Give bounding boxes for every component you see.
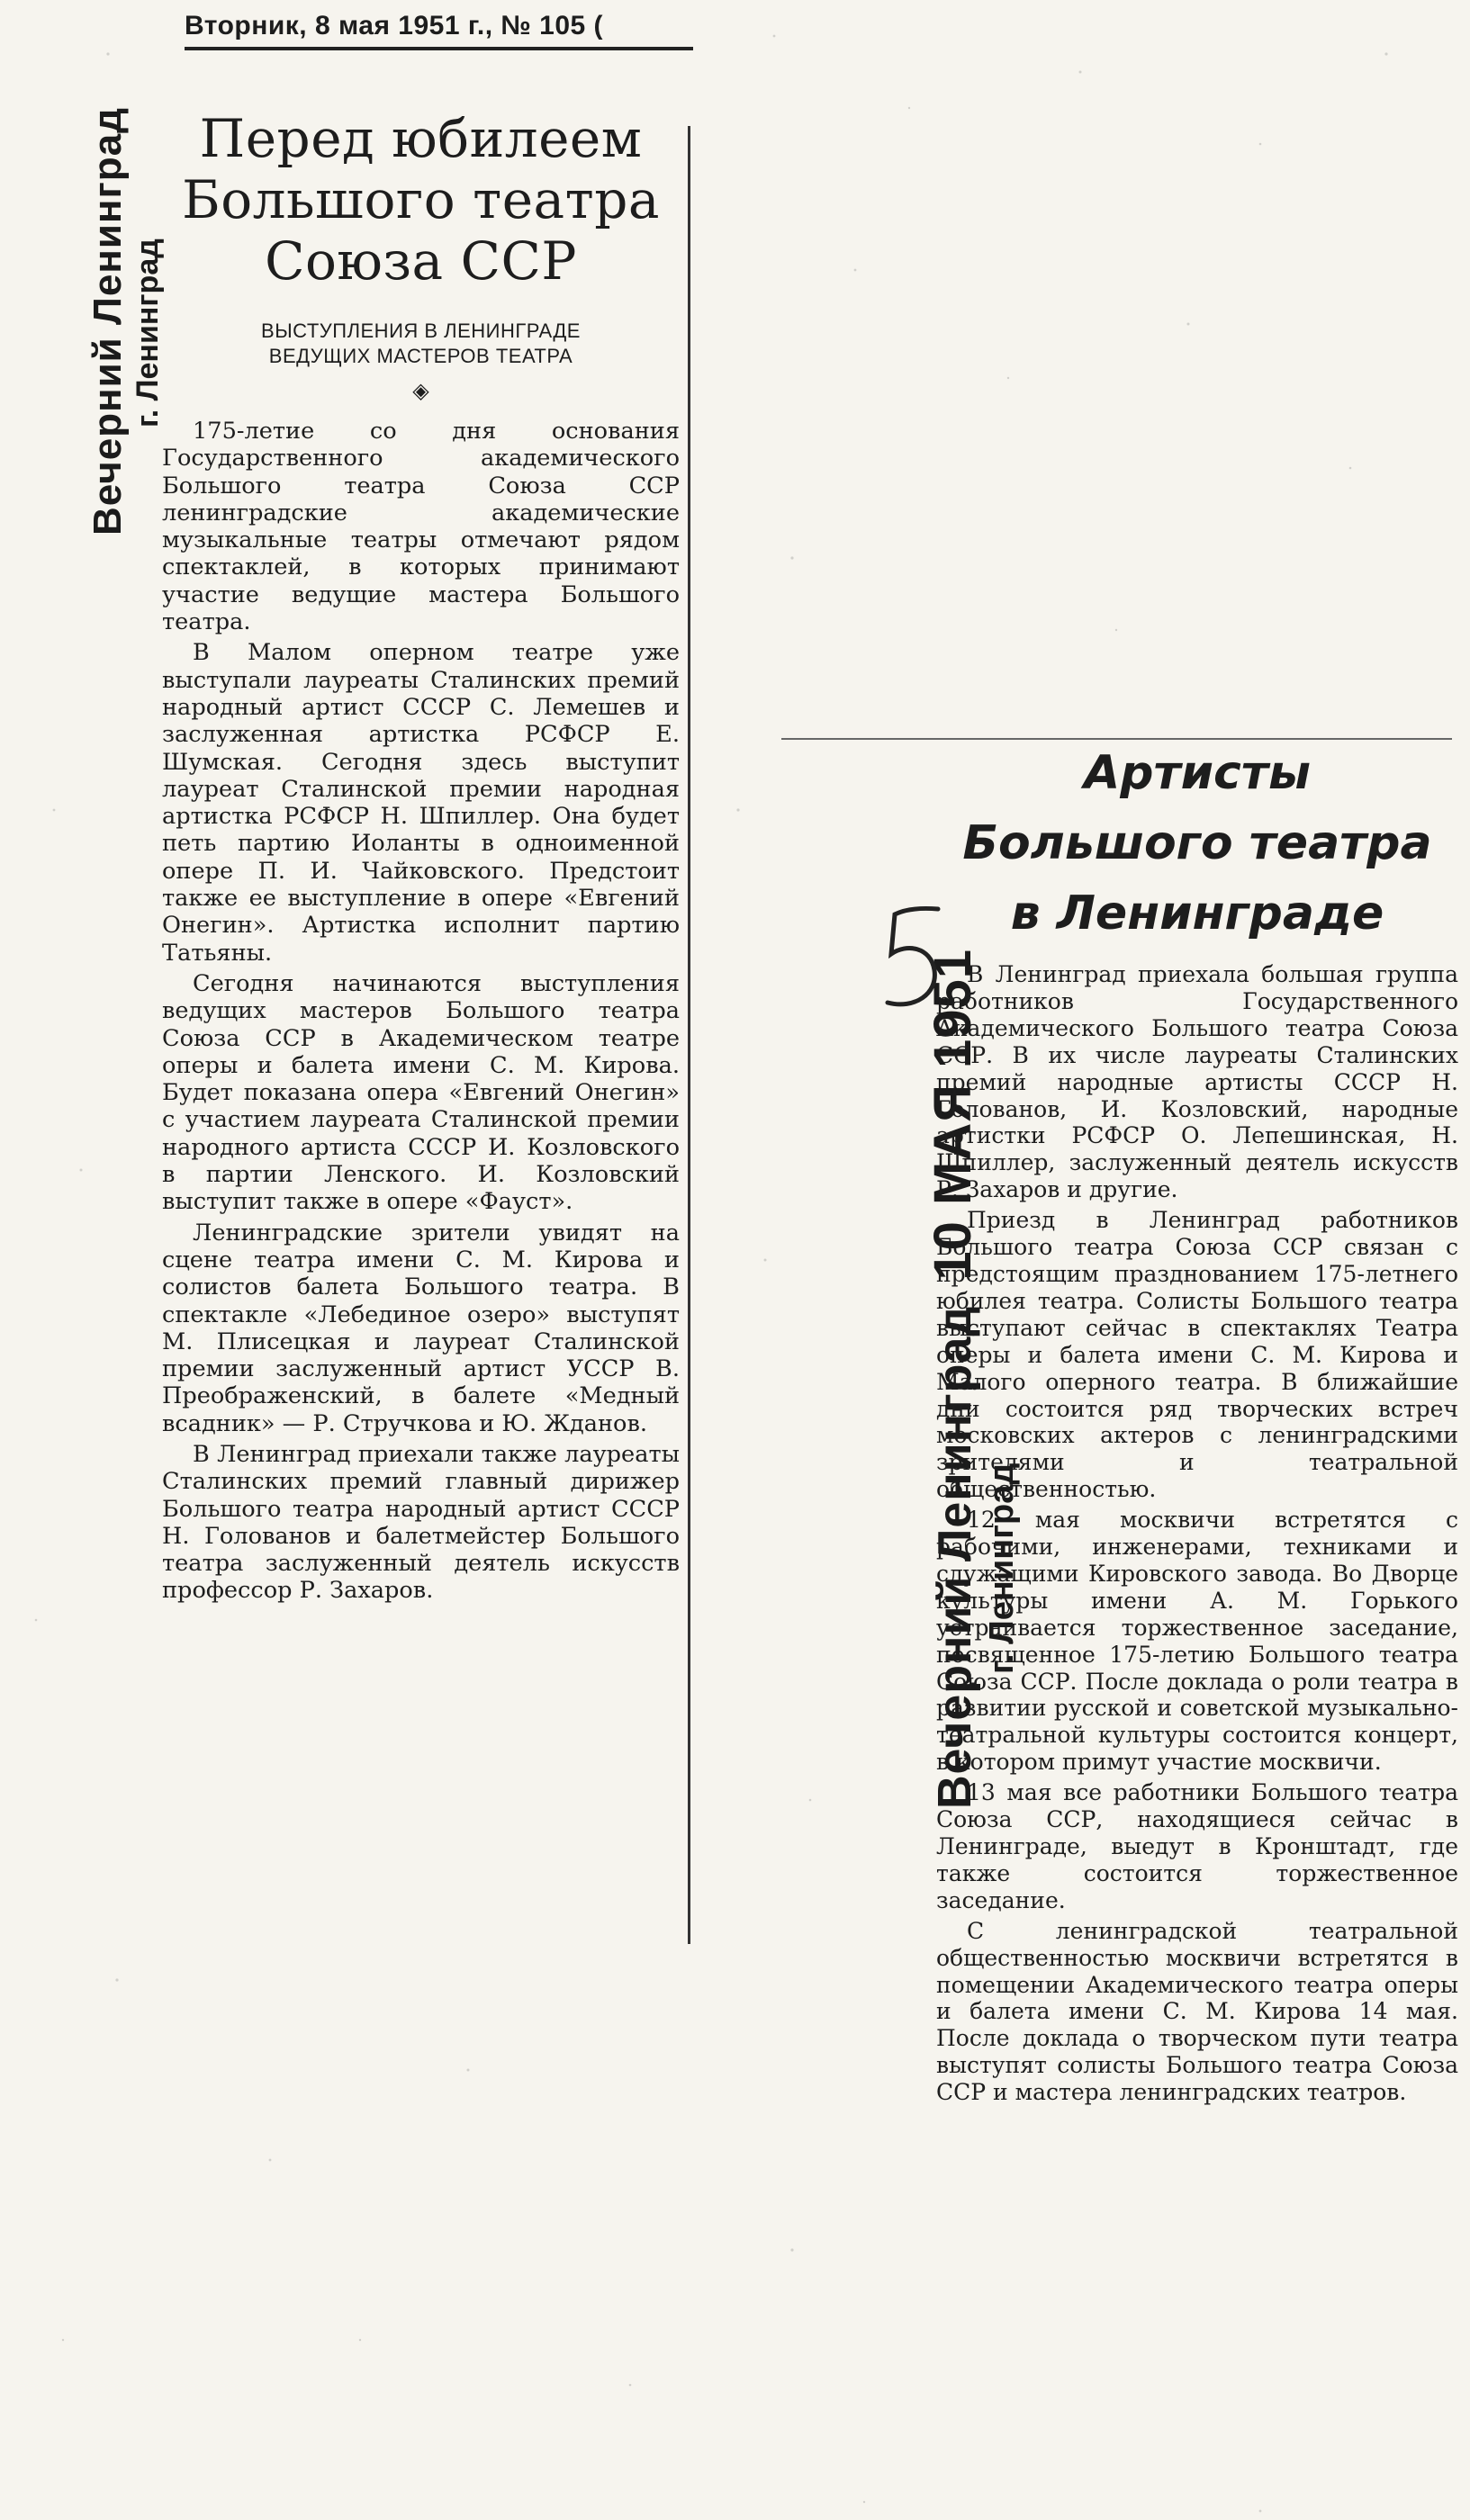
stamp-city: г. Ленинград bbox=[983, 1462, 1021, 1674]
stamp-date: 10 МАЯ 1951 bbox=[924, 948, 982, 1281]
column-divider bbox=[688, 126, 690, 1944]
article-paragraph: С ленинградской театральной общественностью москвичи встретятся в помещении Академического театра оперы и балета имени С. М. Кирова 14 мая. После доклада о творческом пути театра выступят солисты Большого театра Союза ССР и мастера ленинградских театров. bbox=[936, 1917, 1458, 2106]
title-line: Большого театра bbox=[962, 816, 1432, 870]
title-line: в Ленинграде bbox=[1010, 886, 1384, 940]
ornament-separator: ◈ bbox=[412, 378, 429, 403]
stamp-city: г. Ленинград bbox=[131, 238, 165, 428]
newspaper-date-header: Вторник, 8 мая 1951 г., № 105 ( bbox=[185, 11, 693, 50]
article-paragraph: В Малом оперном театре уже выступали лауреаты Сталинских премий народный артист СССР С. Лемешев и заслуженная артистка РСФСР Е. Шумская. Сегодня здесь выступит лауреат Сталинской премии народная артистка РСФСР Н. Шпиллер. Она будет петь партию Иоланты в одноименной опере П. И. Чайковского. Предстоит также ее выступление в опере «Евгений Онегин». Артистка исполнит партию Татьяны. bbox=[162, 639, 680, 967]
article-paragraph: 175-летие со дня основания Государственного академического Большого театра Союза ССР ленинградские академические музыкальные театры отмечают рядом спектаклей, в которых принимают участие ведущие мастера Большого театра. bbox=[162, 418, 680, 636]
handmark-text: 5 bbox=[875, 900, 876, 901]
article-paragraph: В Ленинград приехали также лауреаты Сталинских премий главный дирижер Большого театра народный артист СССР Н. Голованов и балетмейстер Большого театра заслуженный деятель искусств профессор Р. Захаров. bbox=[162, 1440, 680, 1605]
article-paragraph: Сегодня начинаются выступления ведущих мастеров Большого театра Союза ССР в Академическом театре оперы и балета имени С. М. Кирова. Будет показана опера «Евгений Онегин» с участием лауреата Сталинской премии народного артиста СССР И. Козловского в партии Ленского. И. Козловский выступит также в опере «Фауст». bbox=[162, 969, 680, 1216]
title-line: Артисты bbox=[1083, 746, 1312, 800]
title-line: Перед юбилеем bbox=[199, 108, 643, 169]
subtitle-line: ВЫСТУПЛЕНИЯ В ЛЕНИНГРАДЕ bbox=[261, 320, 581, 342]
article-paragraph: 12 мая москвичи встретятся с рабочими, инженерами, техниками и служащими Кировского завода. Во Дворце культуры имени А. М. Горького устраивается торжественное заседание, посвященное 175-летию Большого театра Союза ССР. После доклада о роли театра в развитии русской и советской музыкально-театральной культуры состоится концерт, в котором примут участие москвичи. bbox=[936, 1507, 1458, 1776]
article-paragraph: 13 мая все работники Большого театра Союза ССР, находящиеся сейчас в Ленинграде, выедут в Кронштадт, где также состоится торжественное заседание. bbox=[936, 1779, 1458, 1913]
article-title bbox=[936, 738, 1458, 949]
title-line: Союза ССР bbox=[265, 230, 577, 292]
stamp-newspaper-name: Вечерний Ленинград bbox=[86, 106, 130, 536]
article-artists bbox=[936, 738, 1458, 2110]
article-paragraph: В Ленинград приехала большая группа работников Государственного Академического Большого театра Союза ССР. В их числе лауреаты Сталинских премий народные артисты СССР Н. Голованов, И. Козловский, народные артистки РСФСР О. Лепешинская, Н. Шпиллер, заслуженный деятель искусств Р. Захаров и другие. bbox=[936, 961, 1458, 1203]
article-subtitle bbox=[162, 319, 680, 369]
article-paragraph: Ленинградские зрители увидят на сцене театра имени С. М. Кирова и солистов балета Большого театра. В спектакле «Лебединое озеро» выступят М. Плисецкая и лауреат Сталинской премии заслуженный артист УССР В. Преображенский, в балете «Медный всадник» — Р. Стручкова и Ю. Жданов. bbox=[162, 1219, 680, 1437]
article-jubilee bbox=[162, 108, 680, 1608]
stamp-title: Вечерний Ленинград bbox=[929, 1305, 981, 1809]
subtitle-line: ВЕДУЩИХ МАСТЕРОВ ТЕАТРА bbox=[268, 345, 573, 367]
article-title bbox=[162, 108, 680, 292]
article-paragraph: Приезд в Ленинград работников Большого театра Союза ССР связан с предстоящим празднованием 175-летнего юбилея театра. Солисты Большого театра выступают сейчас в спектаклях Театра оперы и балета имени С. М. Кирова и Малого оперного театра. В ближайшие дни состоится ряд творческих встреч московских актеров с ленинградскими зрителями и театральной общественностью. bbox=[936, 1207, 1458, 1503]
title-line: Большого театра bbox=[182, 169, 660, 230]
